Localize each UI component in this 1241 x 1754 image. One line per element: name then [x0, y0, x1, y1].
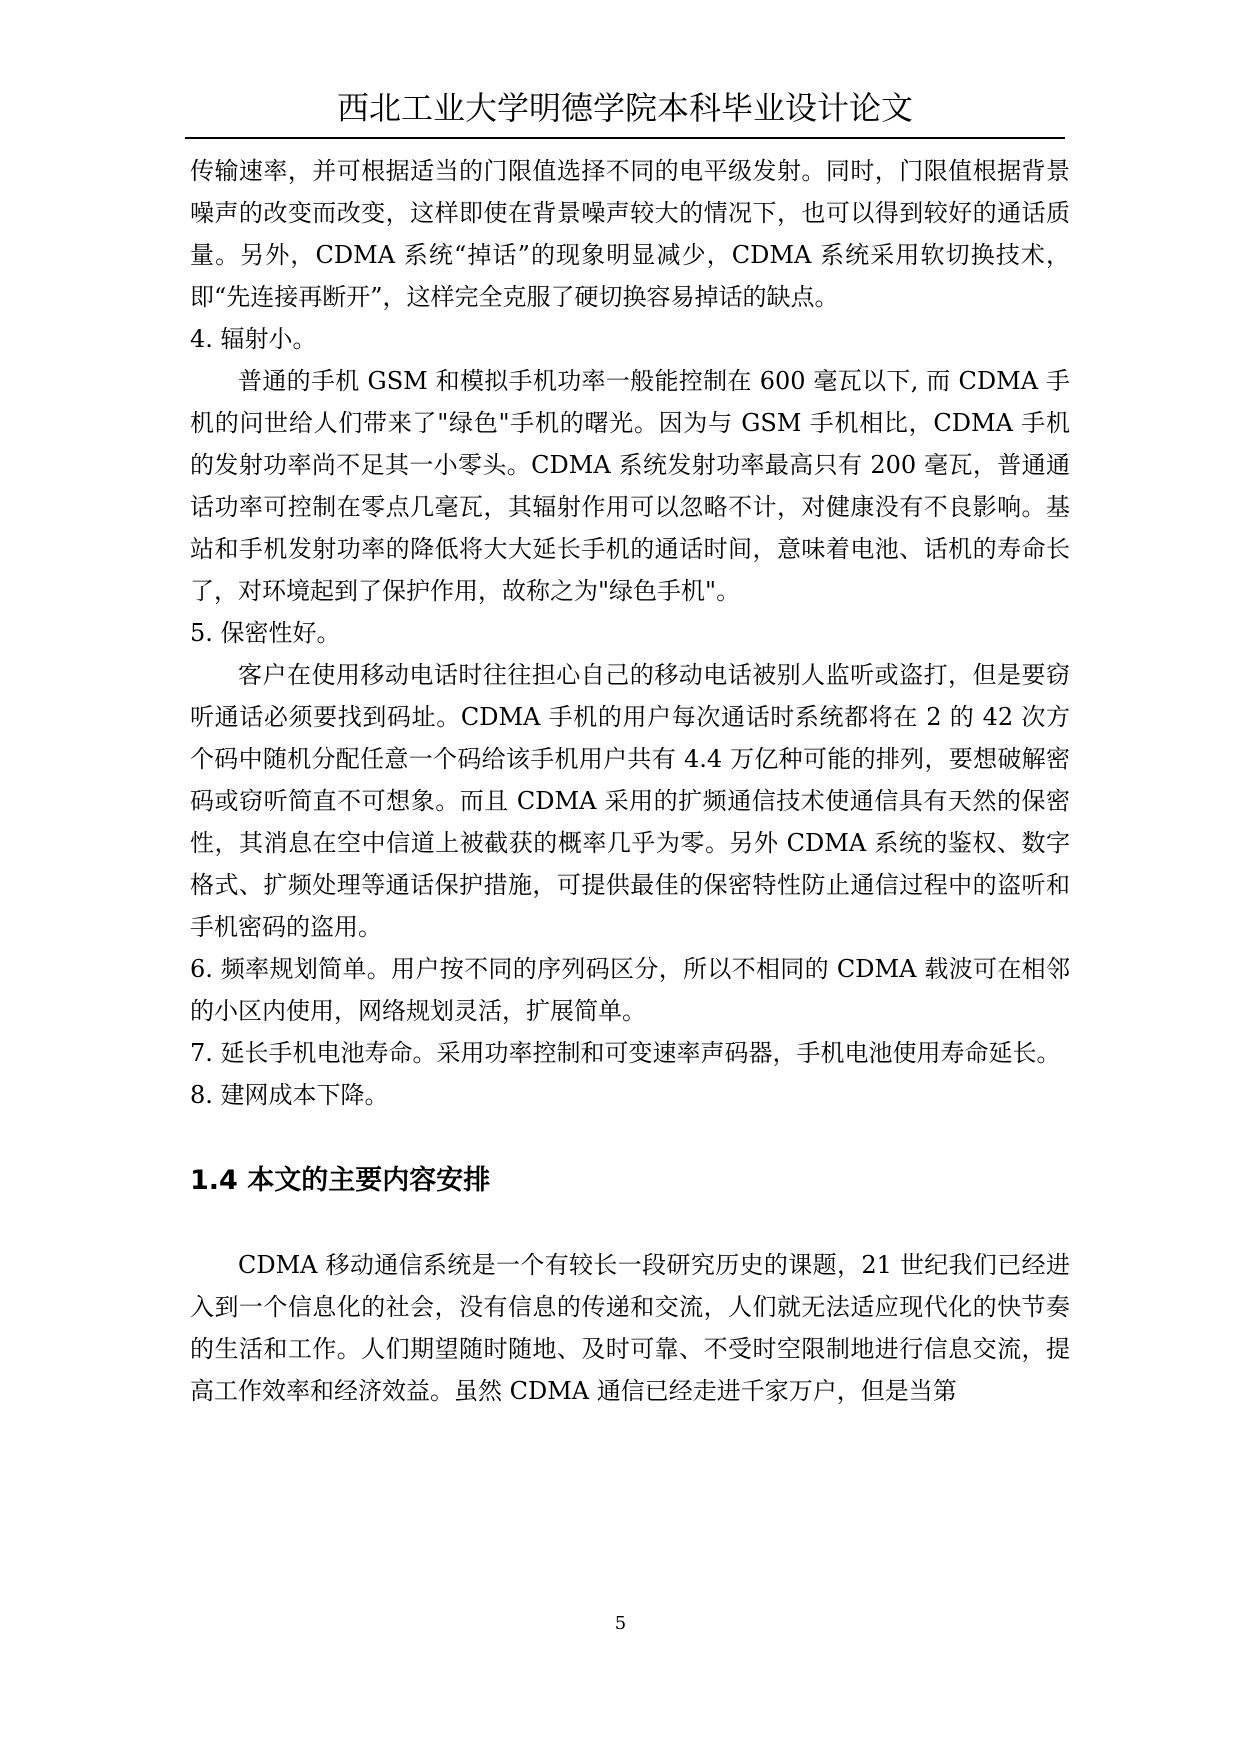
body-text — [190, 150, 1070, 1412]
list-item-confidentiality: 5. 保密性好。 — [190, 619, 341, 647]
section-heading: 1.4 本文的主要内容安排 — [190, 1165, 491, 1196]
page-number: 5 — [614, 1613, 627, 1634]
section-paragraph: CDMA 移动通信系统是一个有较长一段研究历史的课题，21 世纪我们已经进入到一个信息化的社会，没有信息的传递和交流，人们就无法适应现代化的快节奏的生活和工作。人们期望随时随地、及时可靠、不受时空限制地进行信息交流，提高工作效率和经济效益。虽然 CDMA 通信已经走进千家万户，但是当第 — [190, 1251, 1070, 1405]
paragraph-continued: 传输速率，并可根据适当的门限值选择不同的电平级发射。同时，门限值根据背景噪声的改变而改变，这样即使在背景噪声较大的情况下，也可以得到较好的通话质量。另外，CDMA 系统“掉话”的现象明显减少，CDMA 系统采用软切换技术，即“先连接再断开”，这样完全克服了硬切换容易掉话的缺点。 — [190, 157, 1070, 311]
running-header: 西北工业大学明德学院本科毕业设计论文 — [336, 89, 913, 127]
list-item-battery-life: 7. 延长手机电池寿命。采用功率控制和可变速率声码器，手机电池使用寿命延长。 — [190, 1039, 1061, 1067]
list-item-frequency-planning: 6. 频率规划简单。用户按不同的序列码区分，所以不相同的 CDMA 载波可在相邻的小区内使用，网络规划灵活，扩展简单。 — [190, 955, 1070, 1025]
list-item-network-cost: 8. 建网成本下降。 — [190, 1081, 389, 1109]
paragraph-confidentiality: 客户在使用移动电话时往往担心自己的移动电话被别人监听或盗打，但是要窃听通话必须要找到码址。CDMA 手机的用户每次通话时系统都将在 2 的 42 次方个码中随机分配任意一个码给该手机用户共有 4.4 万亿种可能的排列，要想破解密码或窃听简直不可想象。而且 CDMA 采用的扩频通信技术使通信具有天然的保密性，其消息在空中信道上被截获的概率几乎为零。另外 CDMA 系统的鉴权、数字格式、扩频处理等通话保护措施，可提供最佳的保密特性防止通信过程中的盗听和手机密码的盗用。 — [190, 661, 1070, 941]
list-item-low-radiation: 4. 辐射小。 — [190, 325, 317, 353]
header-divider — [185, 137, 1065, 139]
paragraph-radiation: 普通的手机 GSM 和模拟手机功率一般能控制在 600 毫瓦以下, 而 CDMA 手机的问世给人们带来了"绿色"手机的曙光。因为与 GSM 手机相比，CDMA 手机的发射功率尚不足其一小零头。CDMA 系统发射功率最高只有 200 毫瓦，普通通话功率可控制在零点几毫瓦，其辐射作用可以忽略不计，对健康没有不良影响。基站和手机发射功率的降低将大大延长手机的通话时间，意味着电池、话机的寿命长了，对环境起到了保护作用，故称之为"绿色手机"。 — [190, 367, 1070, 605]
